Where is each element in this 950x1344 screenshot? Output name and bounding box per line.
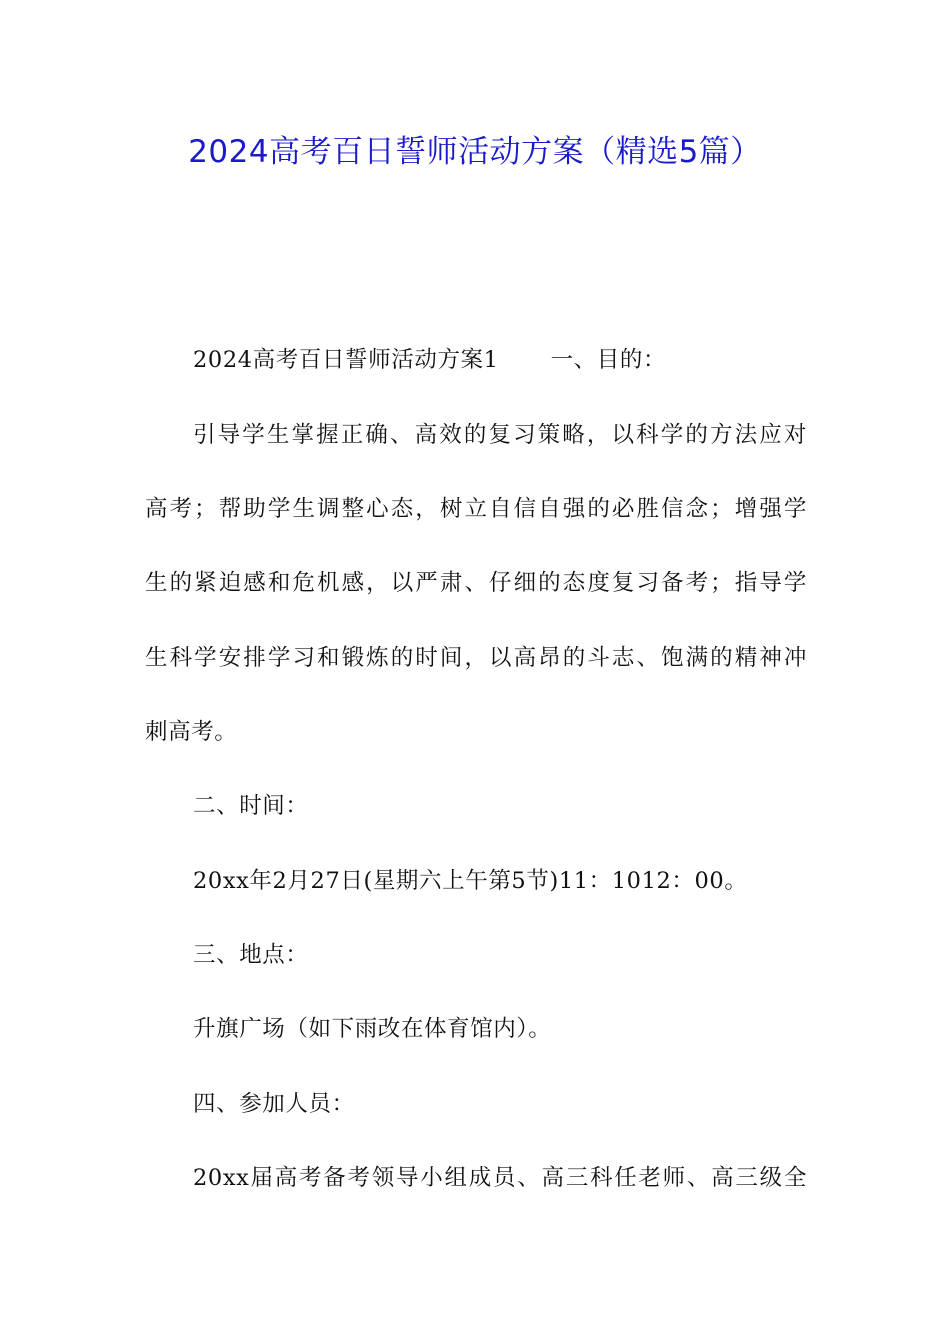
- purpose-line-3: 生的紧迫感和危机感，以严肃、仔细的态度复习备考；指导学: [145, 570, 807, 596]
- purpose-line-1: 引导学生掌握正确、高效的复习策略，以科学的方法应对: [193, 422, 807, 448]
- section-heading-line: [193, 340, 666, 380]
- purpose-line-2: 高考；帮助学生调整心态，树立自信自强的必胜信念；增强学: [145, 496, 807, 522]
- purpose-heading: 一、目的：: [550, 347, 667, 373]
- participants-heading: 四、参加人员：: [193, 1091, 355, 1117]
- time-heading: 二、时间：: [193, 793, 309, 819]
- section-heading: 2024高考百日誓师活动方案1: [193, 347, 499, 373]
- place-heading: 三、地点：: [193, 942, 309, 968]
- place-value: 升旗广场（如下雨改在体育馆内）。: [193, 1016, 552, 1042]
- purpose-line-5: 刺高考。: [145, 719, 238, 745]
- document-title: 2024高考百日誓师活动方案（精选5篇）: [188, 134, 762, 170]
- purpose-line-4: 生科学安排学习和锻炼的时间，以高昂的斗志、饱满的精神冲: [145, 645, 807, 671]
- time-value: 20xx年2月27日(星期六上午第5节)11：1012：00。: [193, 868, 748, 894]
- participants-value: 20xx届高考备考领导小组成员、高三科任老师、高三级全: [193, 1165, 807, 1191]
